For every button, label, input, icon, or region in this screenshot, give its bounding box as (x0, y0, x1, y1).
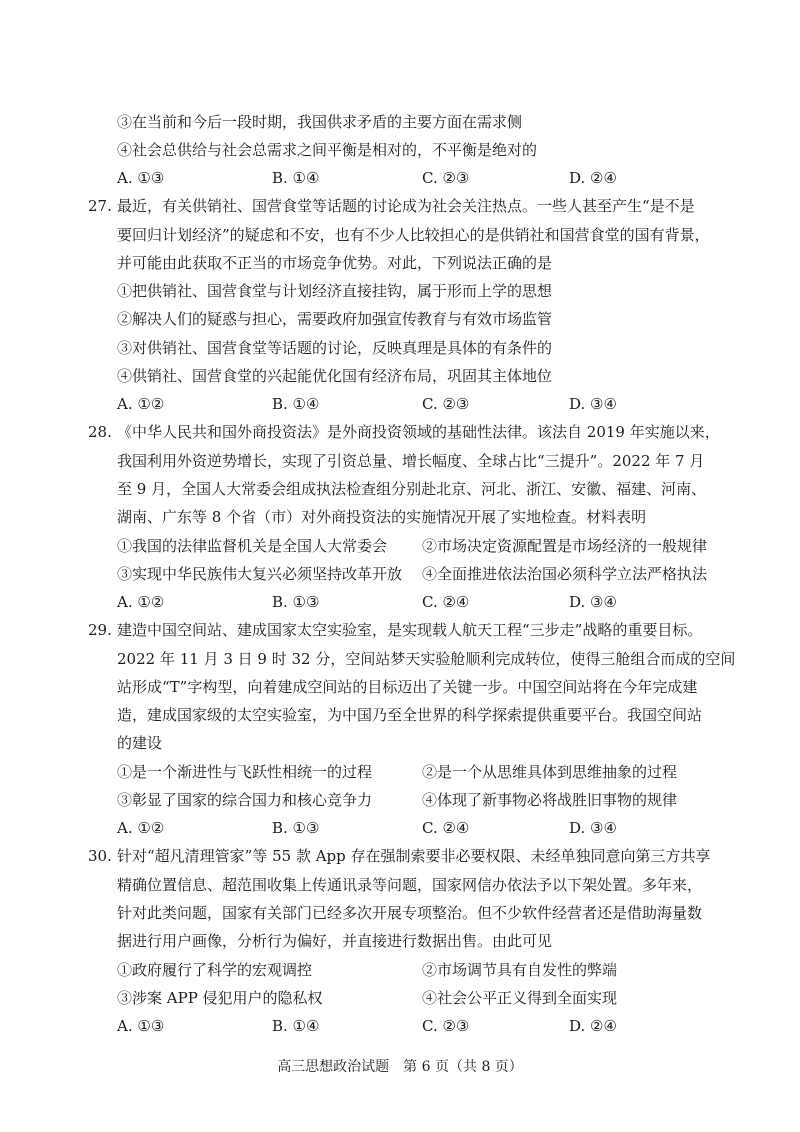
question-27 (0, 195, 800, 217)
answer-options (117, 1015, 717, 1037)
statement: ①政府履行了科学的宏观调控 (117, 961, 313, 979)
answer-options (117, 167, 717, 189)
statement: ②市场调节具有自发性的弊端 (422, 961, 618, 979)
option-b: B. ①③ (272, 593, 320, 611)
statement: ④供销社、国营食堂的兴起能优化国有经济布局，巩固其主体地位 (117, 367, 553, 385)
statement: ①是一个渐进性与飞跃性相统一的过程 (117, 763, 373, 781)
statement: ③彰显了国家的综合国力和核心竞争力 (117, 791, 373, 809)
option-b: B. ①④ (272, 1017, 320, 1035)
option-b: B. ①④ (272, 169, 320, 187)
question-number: 29. (88, 621, 112, 639)
option-c: C. ②③ (422, 169, 470, 187)
question-stem-line: 建造中国空间站、建成国家太空实验室，是实现载人航天工程“三步走”战略的重要目标。 (117, 621, 703, 639)
option-a: A. ①③ (117, 1017, 165, 1035)
statement: ③对供销社、国营食堂等话题的讨论，反映真理是具体的有条件的 (117, 339, 553, 357)
question-number: 30. (88, 847, 112, 865)
statement: ②是一个从思维具体到思维抽象的过程 (422, 763, 678, 781)
option-c: C. ②③ (422, 395, 470, 413)
statement-row (117, 535, 717, 557)
option-c: C. ②④ (422, 593, 470, 611)
statement-row (117, 789, 717, 811)
option-a: A. ①③ (117, 169, 165, 187)
question-stem-line: 我国利用外资逆势增长，实现了引资总量、增长幅度、全球占比“三提升”。2022 年 7 月 (117, 452, 705, 470)
answer-options (117, 591, 717, 613)
question-stem-line: 《中华人民共和国外商投资法》是外商投资领域的基础性法律。该法自 2019 年实施以来， (117, 423, 720, 441)
statement: ④全面推进依法治国必须科学立法严格执法 (422, 565, 708, 583)
option-c: C. ②④ (422, 819, 470, 837)
option-a: A. ①② (117, 819, 165, 837)
question-stem-line: 精确位置信息、超范围收集上传通讯录等问题，国家网信办依法予以下架处置。多年来， (117, 876, 703, 894)
answer-options (117, 393, 717, 415)
statement-row (117, 959, 717, 981)
statement-row (117, 761, 717, 783)
question-stem-line: 站形成“T”字构型，向着建成空间站的目标迈出了关键一步。中国空间站将在今年完成建 (117, 678, 698, 696)
option-d: D. ③④ (569, 395, 617, 413)
question-stem-line: 要回归计划经济”的疑虑和不安，也有不少人比较担心的是供销社和国营食堂的国有背景， (117, 226, 710, 244)
question-stem-line: 最近，有关供销社、国营食堂等话题的讨论成为社会关注热点。一些人甚至产生“是不是 (117, 197, 695, 215)
option-a: A. ①② (117, 395, 165, 413)
question-number: 28. (88, 423, 112, 441)
statement: ①把供销社、国营食堂与计划经济直接挂钩，属于形而上学的思想 (117, 282, 553, 300)
statement: ①我国的法律监督机关是全国人大常委会 (117, 537, 388, 555)
statement-row (117, 563, 717, 585)
option-d: D. ②④ (569, 1017, 617, 1035)
answer-options (117, 817, 717, 839)
statement: ④社会总供给与社会总需求之间平衡是相对的，不平衡是绝对的 (117, 141, 538, 159)
question-stem-line: 针对“超凡清理管家”等 55 款 App 存在强制索要非必要权限、未经单独同意向第三方共享 (117, 847, 711, 865)
option-a: A. ①② (117, 593, 165, 611)
question-stem-line: 2022 年 11 月 3 日 9 时 32 分，空间站梦天实验舱顺利完成转位，使得三舱组合而成的空间 (117, 650, 736, 668)
option-d: D. ③④ (569, 593, 617, 611)
statement: ③涉案 APP 侵犯用户的隐私权 (117, 989, 323, 1007)
option-b: B. ①④ (272, 395, 320, 413)
question-stem-line: 并可能由此获取不正当的市场竞争优势。对此，下列说法正确的是 (117, 254, 553, 272)
option-c: C. ②③ (422, 1017, 470, 1035)
statement: ②解决人们的疑惑与担心，需要政府加强宣传教育与有效市场监管 (117, 310, 553, 328)
question-stem-line: 造，建成国家级的太空实验室，为中国乃至全世界的科学探索提供重要平台。我国空间站 (117, 706, 703, 724)
question-28 (0, 421, 800, 443)
question-stem-line: 的建设 (117, 734, 163, 752)
option-b: B. ①③ (272, 819, 320, 837)
question-29 (0, 619, 800, 641)
question-number: 27. (88, 197, 112, 215)
statement: ④体现了新事物必将战胜旧事物的规律 (422, 791, 678, 809)
statement: ②市场决定资源配置是市场经济的一般规律 (422, 537, 708, 555)
statement-row (117, 987, 717, 1009)
question-stem-line: 针对此类问题，国家有关部门已经多次开展专项整治。但不少软件经营者还是借助海量数 (117, 904, 703, 922)
question-stem-line: 至 9 月，全国人大常委会组成执法检查组分别赴北京、河北、浙江、安徽、福建、河南、 (117, 480, 707, 498)
statement: ③在当前和今后一段时期，我国供求矛盾的主要方面在需求侧 (117, 113, 523, 131)
question-stem-line: 据进行用户画像，分析行为偏好，并直接进行数据出售。由此可见 (117, 932, 553, 950)
option-d: D. ③④ (569, 819, 617, 837)
question-stem-line: 湖南、广东等 8 个省（市）对外商投资法的实施情况开展了实地检查。材料表明 (117, 508, 647, 526)
question-30 (0, 845, 800, 867)
statement: ④社会公平正义得到全面实现 (422, 989, 618, 1007)
option-d: D. ②④ (569, 169, 617, 187)
statement: ③实现中华民族伟大复兴必须坚持改革开放 (117, 565, 403, 583)
page-footer: 高三思想政治试题 第 6 页（共 8 页） (277, 1059, 523, 1075)
